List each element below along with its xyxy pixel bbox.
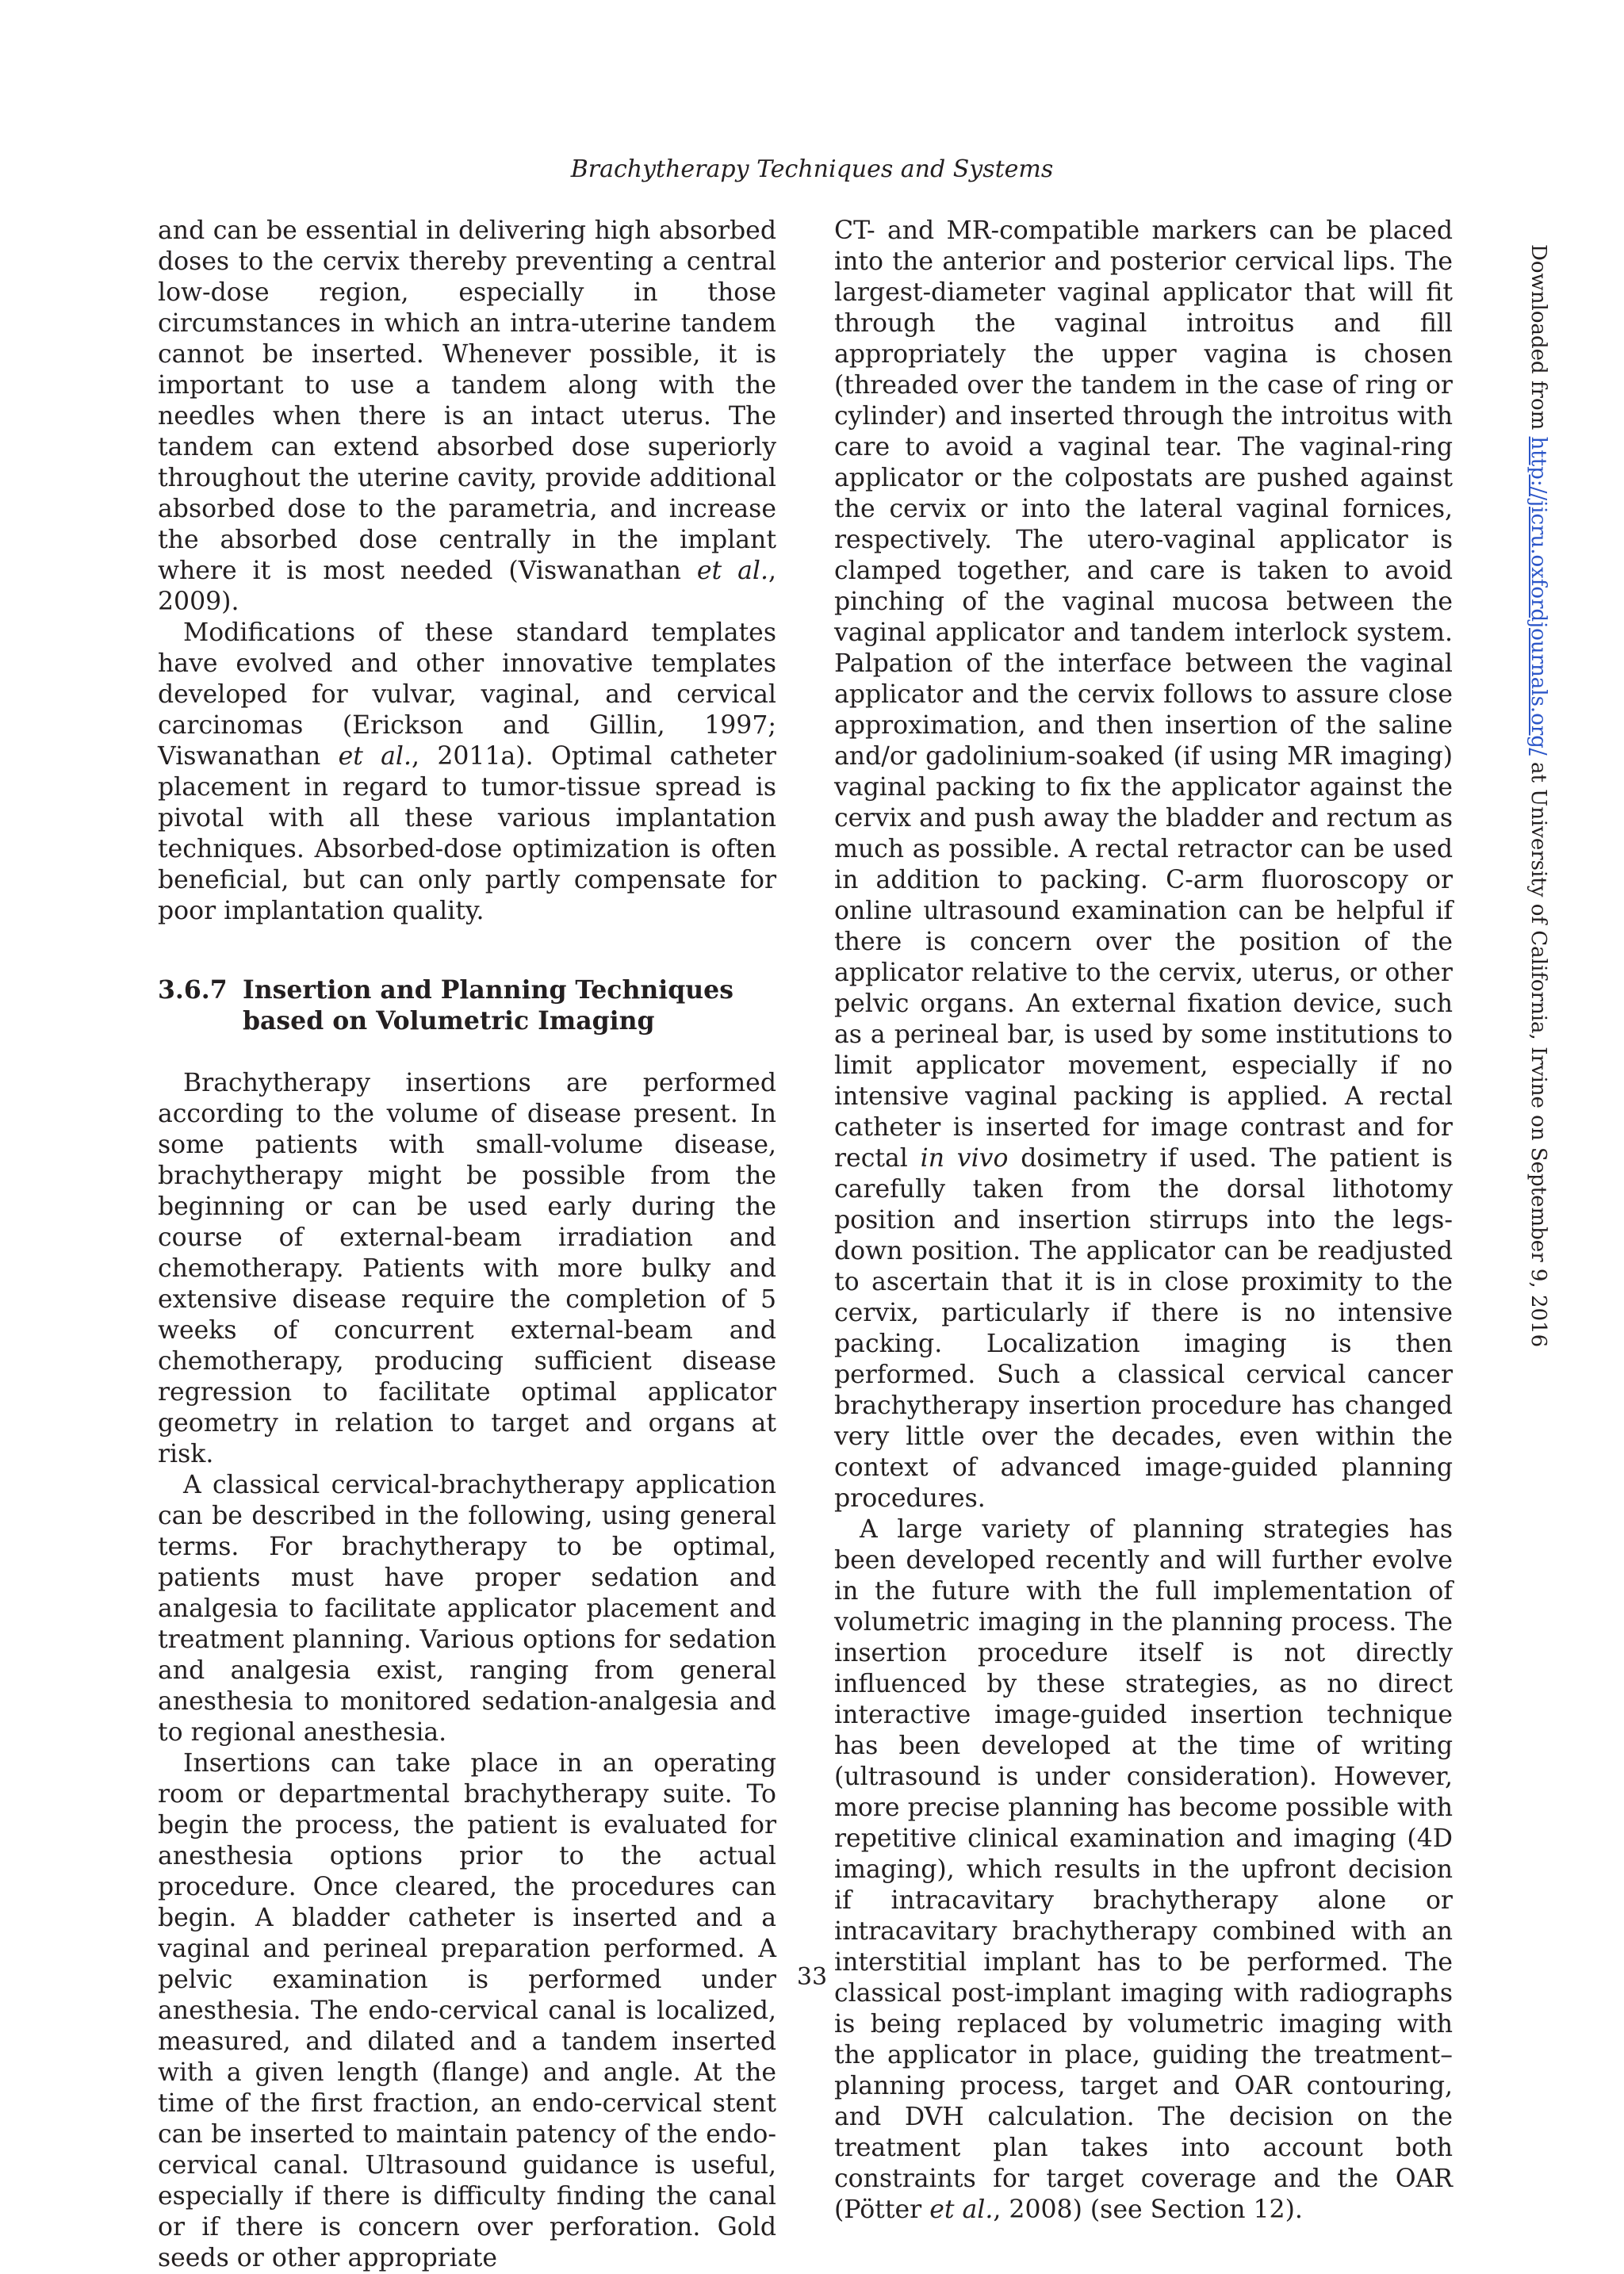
paragraph: Brachytherapy insertions are performed according to the volume of disease present. In some patients with small-volume disease, brachytherapy might be possible from the beginning or can be used early during the course of external-beam irradiation and chemotherapy. Patients with more bulky and extensive disease require the completion of 5 weeks of concurrent external-beam and chemotherapy, producing sufficient disease regression to facilitate optimal applicator geometry in relation to target and organs at risk. [158, 1069, 776, 1468]
paragraph: and can be essential in delivering high absorbed doses to the cervix thereby preventing a central low-dose region, especially in those circumstances in which an intra-uterine tandem cannot be inserted. Whenever possible, it is important to use a tandem along with the needles when there is an intact uterus. The tandem can extend absorbed dose superiorly throughout the uterine cavity, provide additional absorbed dose to the parametria, and increase the absorbed dose centrally in the implant where it is most needed (Viswanathan et al., 2009). [158, 216, 777, 616]
paragraph: Insertions can take place in an operating room or departmental brachytherapy suite. To begin the process, the patient is evaluated for anesthesia options prior to the actual procedure. Once cleared, the procedures can begin. A bladder catheter is inserted and a vaginal and perineal preparation performed. A pelvic examination is performed under anesthesia. The endo-cervical canal is localized, measured, and dilated and a tandem inserted with a given length (flange) and angle. At the time of the first fraction, an endo-cervical stent can be inserted to maintain patency of the endo-cervical canal. Ultrasound guidance is useful, especially if there is difficulty finding the canal or if there is concern over perforation. Gold seeds or other appropriate [158, 1749, 776, 2272]
paragraph: A large variety of planning strategies has been developed recently and will further evolve in the future with the full implementation of volumetric imaging in the planning process. The insertion procedure itself is not directly influenced by these strategies, as no direct interactive image-guided insertion technique has been developed at the time of writing (ultrasound is under consideration). However, more precise planning has become possible with repetitive clinical examination and imaging (4D imaging), which results in the upfront decision if intracavitary brachytherapy alone or intracavitary brachytherapy combined with an interstitial implant has to be performed. The classical post-implant imaging with radiographs is being replaced by volumetric imaging with the applicator in place, guiding the treatment–planning process, target and OAR contouring, and DVH calculation. The decision on the treatment plan takes into account both constraints for target coverage and the OAR (Pötter et al., 2008) (see Section 12). [834, 1515, 1453, 2224]
section-title: Insertion and Planning Techniques based on Volumetric Imaging [243, 975, 733, 1036]
section-number: 3.6.7 [158, 975, 228, 1005]
download-notice: Downloaded from http://jicru.oxfordjournals.org/ at University of California, Irvine on September 9, 2016 [1526, 244, 1550, 1348]
paragraph: A classical cervical-brachytherapy application can be described in the following, using general terms. For brachytherapy to be optimal, patients must have proper sedation and analgesia to facilitate applicator placement and treatment planning. Various options for sedation and analgesia exist, ranging from general anesthesia to monitored sedation-analgesia and to regional anesthesia. [158, 1471, 776, 1747]
paragraph: Modifications of these standard templates have evolved and other innovative templates developed for vulvar, vaginal, and cervical carcinomas (Erickson and Gillin, 1997; Viswanathan et al., 2011a). Optimal catheter placement in regard to tumor-tissue spread is pivotal with all these various implantation techniques. Absorbed-dose optimization is often beneficial, but can only partly compensate for poor implantation quality. [158, 618, 776, 925]
running-head: Brachytherapy Techniques and Systems [570, 155, 1054, 183]
section-heading [158, 974, 776, 1036]
journal-link[interactable]: http://jicru.oxfordjournals.org/ [1526, 436, 1550, 756]
page-number: 33 [796, 1963, 828, 1991]
paragraph: CT- and MR-compatible markers can be placed into the anterior and posterior cervical lips. The largest-diameter vaginal applicator that will fit through the vaginal introitus and fill appropriately the upper vagina is chosen (threaded over the tandem in the case of ring or cylinder) and inserted through the introitus with care to avoid a vaginal tear. The vaginal-ring applicator or the colpostats are pushed against the cervix or into the lateral vaginal fornices, respectively. The utero-vaginal applicator is clamped together, and care is taken to avoid pinching of the vaginal mucosa between the vaginal applicator and tandem interlock system. Palpation of the interface between the vaginal applicator and the cervix follows to assure close approximation, and then insertion of the saline and/or gadolinium-soaked (if using MR imaging) vaginal packing to fix the applicator against the cervix and push away the bladder and rectum as much as possible. A rectal retractor can be used in addition to packing. C-arm fluoroscopy or online ultrasound examination can be helpful if there is concern over the position of the applicator relative to the cervix, uterus, or other pelvic organs. An external fixation device, such as a perineal bar, is used by some institutions to limit applicator movement, especially if no intensive vaginal packing is applied. A rectal catheter is inserted for image contrast and for rectal in vivo dosimetry if used. The patient is carefully taken from the dorsal lithotomy position and insertion stirrups into the legs-down position. The applicator can be readjusted to ascertain that it is in close proximity to the cervix, particularly if there is no intensive packing. Localization imaging is then performed. Such a classical cervical cancer brachytherapy insertion procedure has changed very little over the decades, even within the context of advanced image-guided planning procedures. [834, 216, 1453, 1513]
right-column [834, 216, 1453, 2226]
